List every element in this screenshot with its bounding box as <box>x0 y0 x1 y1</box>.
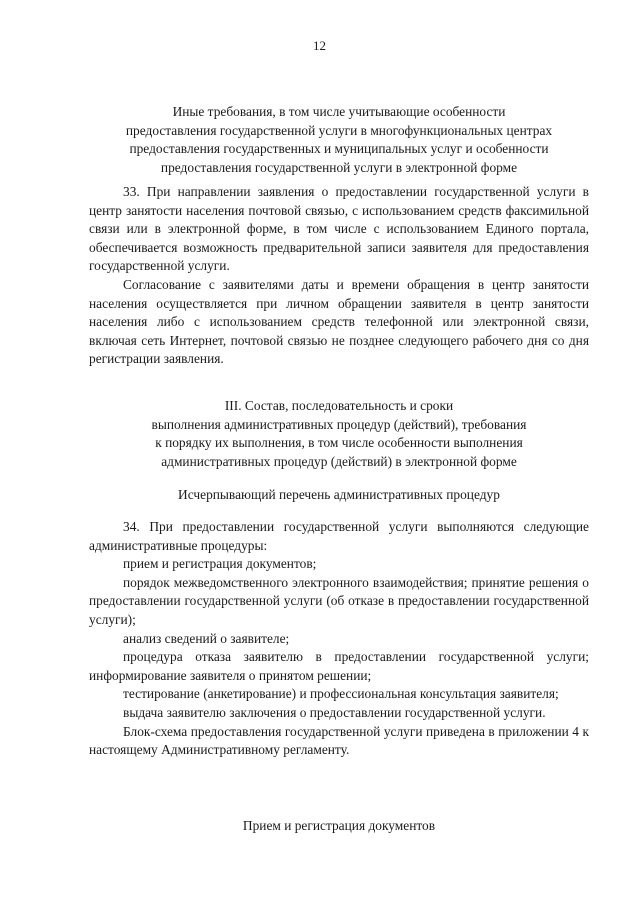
page-number: 12 <box>313 38 326 53</box>
procedure-item: тестирование (анкетирование) и профессиональная консультация заявителя; <box>123 686 559 702</box>
procedure-item: процедура отказа заявителю в предоставлении государственной услуги; информирование заявителя о принятом решении; <box>89 649 589 683</box>
heading-line: III. Состав, последовательность и сроки <box>224 398 454 413</box>
section-heading-iii <box>79 397 599 471</box>
paragraph-33-agreement: Согласование с заявителями даты и времени обращения в центр занятости населения осуществляется при личном обращении заявителя в центр занятости населения либо с использованием средств телефонной или электронной связи, включая сеть Интернет, почтовой связью не позднее следующего рабочего дня со дня регистрации заявления. <box>89 276 589 367</box>
heading-line: административных процедур (действий) в электронной форме <box>161 453 517 469</box>
procedure-item: прием и регистрация документов; <box>123 556 317 572</box>
heading-line: выполнения административных процедур (действий), требования <box>151 416 527 432</box>
heading-line: к порядку их выполнения, в том числе особенности выполнения <box>155 435 523 451</box>
paragraph-33: 33. При направлении заявления о предоставлении государственной услуги в центр занятости населения почтовой связью, с использованием средств факсимильной связи или в электронной форме, в том числе с использованием Единого портала, обеспечивается возможность предварительной записи заявителя для предоставления государственной услуги. <box>89 184 589 274</box>
subheading-reception-registration <box>89 817 589 836</box>
procedure-item: выдача заявителю заключения о предоставлении государственной услуги. <box>123 704 546 720</box>
paragraph-34: 34. При предоставлении государственной услуги выполняются следующие административные процедуры: <box>89 519 589 553</box>
heading-line: Иные требования, в том числе учитывающие особенности <box>172 104 506 119</box>
heading-line: предоставления государственных и муниципальных услуг и особенности <box>129 141 549 157</box>
heading-line: предоставления государственной услуги в многофункциональных центрах <box>125 122 553 138</box>
procedure-item: порядок межведомственного электронного взаимодействия; принятие решения о предоставлении государственной услуги (об отказе в предоставлении государственной услуги); <box>89 574 589 627</box>
heading-line: предоставления государственной услуги в электронной форме <box>160 159 518 175</box>
paragraph-34-block <box>89 518 589 760</box>
procedure-item: анализ сведений о заявителе; <box>123 630 290 646</box>
section-heading-other-requirements <box>79 103 599 177</box>
heading-line: Прием и регистрация документов <box>242 818 436 833</box>
paragraph-flowchart: Блок-схема предоставления государственной услуги приведена в приложении 4 к настоящему Административному регламенту. <box>89 723 589 758</box>
paragraph-33-block <box>89 183 589 369</box>
subheading-procedures-list <box>89 486 589 505</box>
heading-line: Исчерпывающий перечень административных процедур <box>178 487 500 502</box>
